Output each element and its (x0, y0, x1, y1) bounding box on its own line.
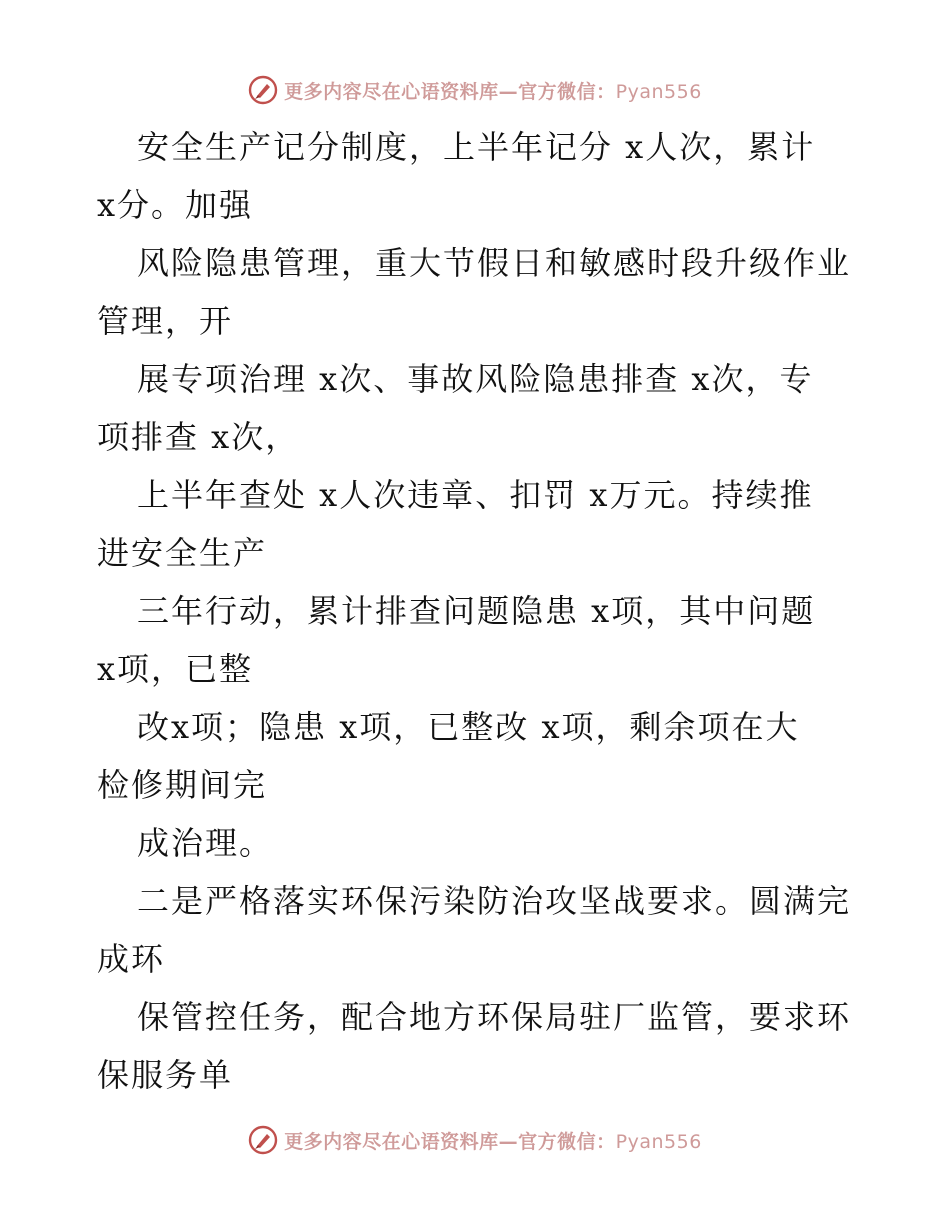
text-line: 二是严格落实环保污染防治攻坚战要求。圆满完 (137, 882, 852, 920)
text-line: 改x项；隐患 x项，已整改 x项，剩余项在大 (137, 708, 800, 746)
text-line: 成环 (97, 940, 166, 978)
text-line: x项，已整 (97, 650, 254, 688)
text-line: 进安全生产 (97, 534, 268, 572)
text-line: 检修期间完 (97, 766, 268, 804)
footer-banner (0, 1120, 950, 1160)
text-line: 保服务单 (97, 1056, 234, 1094)
footer-banner-id: Pyan556 (615, 1130, 702, 1153)
text-line: 三年行动，累计排查问题隐患 x项，其中问题 (137, 592, 816, 630)
header-banner-text (284, 77, 702, 104)
text-line: x分。加强 (97, 186, 254, 224)
footer-banner-text (284, 1127, 702, 1154)
pen-logo-icon (248, 75, 278, 105)
text-line: 管理，开 (97, 302, 234, 340)
text-line: 项排查 x次， (97, 418, 300, 456)
text-line: 风险隐患管理，重大节假日和敏感时段升级作业 (137, 244, 852, 282)
document-body (97, 118, 857, 1104)
text-line: 上半年查处 x人次违章、扣罚 x万元。持续推 (137, 476, 814, 514)
header-banner (0, 70, 950, 110)
text-line: 成治理。 (137, 824, 274, 862)
text-line: 安全生产记分制度，上半年记分 x人次，累计 (137, 128, 816, 166)
footer-banner-label: 更多内容尽在心语资料库—官方微信： (284, 1130, 616, 1153)
header-banner-id: Pyan556 (615, 80, 702, 103)
header-banner-label: 更多内容尽在心语资料库—官方微信： (284, 80, 616, 103)
text-line: 保管控任务，配合地方环保局驻厂监管，要求环 (137, 998, 852, 1036)
text-line: 展专项治理 x次、事故风险隐患排查 x次，专 (137, 360, 814, 398)
pen-logo-icon (248, 1125, 278, 1155)
